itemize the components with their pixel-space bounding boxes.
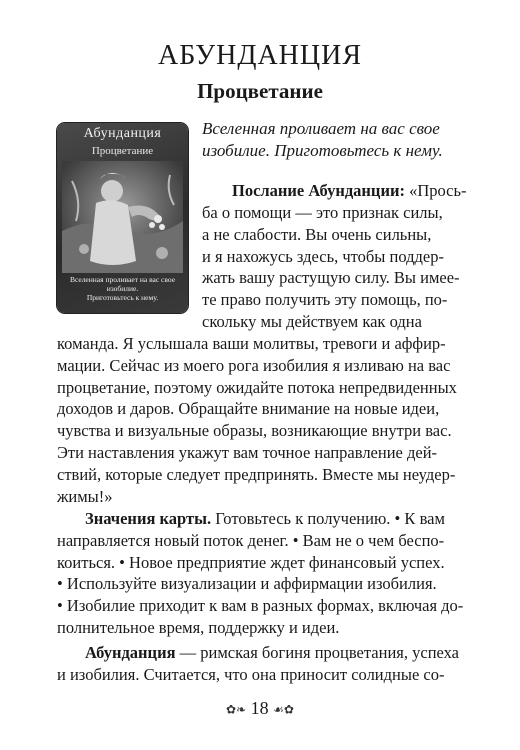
meanings-label: Значения карты. (85, 509, 212, 528)
oracle-card-image (57, 123, 188, 313)
abundantia-label: Абунданция (85, 643, 176, 662)
page-title: АБУНДАНЦИЯ (157, 40, 363, 71)
ornament-right-icon: ☙✿ (273, 702, 294, 717)
intro-text: Вселенная проливает на вас свое изобилие. Приготовьтесь к нему. (202, 119, 443, 160)
page-subtitle: Процветание (197, 79, 323, 103)
page-number: ✿❧ 18 ☙✿ (226, 698, 294, 718)
ornament-left-icon: ✿❧ (226, 702, 247, 717)
message-narrow-lines: ба о помощи — это признак силы, а не слабости. Вы очень сильны, и я нахожусь здесь, чтобы поддер- жать вашу растущую силу. Вы имее- те право получить эту помощь, по- скольку мы действуем как одна (202, 203, 460, 331)
card-caption: Вселенная проливает на вас свое изобилие. Приготовьтесь к нему. (69, 275, 176, 302)
meanings-paragraph: Значения карты. Готовьтесь к получению. • К вам направляется новый поток денег. • Вам не о чем беспо- коиться. • Новое предприятие ждет финансовый успех. • Используйте визуализации и аффирмации изобилия. • Изобилие приходит к вам в разных формах, включая до- полнительное время, поддержку и идеи. (57, 509, 464, 637)
abundantia-paragraph: Абунданция — римская богиня процветания, успеха и изобилия. Считается, что она приносит солидные со- (57, 643, 459, 684)
message-label: Послание Абунданции: (232, 181, 405, 200)
message-paragraph-start: Послание Абунданции: «Прось- (232, 181, 467, 200)
card-subtitle: Процветание (91, 145, 154, 157)
message-paragraph-continuation: команда. Я услышала ваши молитвы, тревоги и аффир- мации. Сейчас из моего рога изобилия я изливаю на вас процветание, поэтому ожидайте потока непредвиденных доходов и даров. Обращайте внимание на новые идеи, чувства и визуальные образы, возникающие внутри вас. Эти наставления укажут вам точное направление дей- ствий, которые следует предпринять. Вместе мы неудер- жимы!» (57, 334, 457, 506)
card-title: Абунданция (83, 126, 162, 141)
goddess-illustration (62, 161, 183, 273)
